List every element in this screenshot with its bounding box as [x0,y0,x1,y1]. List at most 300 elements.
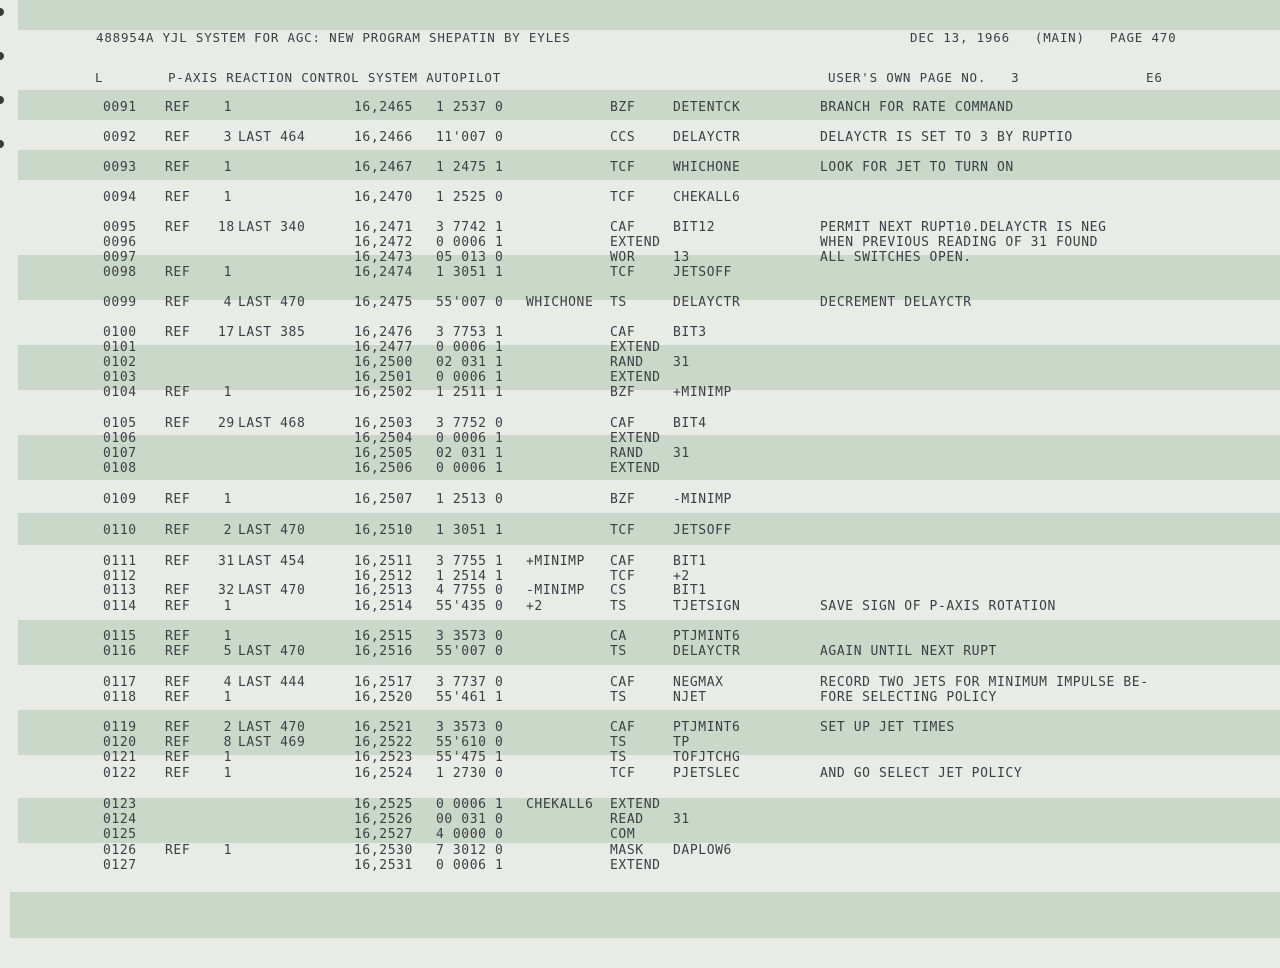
row-ref: REF [165,130,191,145]
row-octal: 0 0006 1 [436,858,504,873]
row-count: 4 [223,295,232,310]
row-op: TS [610,599,627,614]
row-op: EXTEND [610,340,661,355]
row-comment: BRANCH FOR RATE COMMAND [820,100,1014,115]
listing-row [0,235,1280,250]
row-octal: 1 2511 1 [436,385,504,400]
row-addr: 16,2500 [354,355,413,370]
row-operand: TJETSIGN [673,599,741,614]
listing-row [0,629,1280,644]
row-last: LAST 468 [238,416,306,431]
row-operand: +MINIMP [673,385,732,400]
row-octal: 4 7755 0 [436,583,504,598]
row-count: 4 [223,675,232,690]
row-addr: 16,2517 [354,675,413,690]
row-addr: 16,2501 [354,370,413,385]
row-octal: 7 3012 0 [436,843,504,858]
row-ref: REF [165,720,191,735]
row-ref: REF [165,220,191,235]
row-op: CA [610,629,627,644]
row-op: READ [610,812,644,827]
row-op: EXTEND [610,370,661,385]
row-operand: BIT1 [673,554,707,569]
listing-row [0,492,1280,507]
row-octal: 3 7753 1 [436,325,504,340]
row-count: 3 [223,130,232,145]
row-octal: 1 2730 0 [436,766,504,781]
row-line: 0114 [103,599,137,614]
row-count: 32 [218,583,235,598]
row-last: LAST 385 [238,325,306,340]
row-line: 0118 [103,690,137,705]
row-operand: PJETSLEC [673,766,741,781]
row-addr: 16,2521 [354,720,413,735]
row-addr: 16,2505 [354,446,413,461]
row-line: 0093 [103,160,137,175]
row-last: LAST 470 [238,523,306,538]
listing-row [0,250,1280,265]
row-operand: NJET [673,690,707,705]
row-octal: 0 0006 1 [436,461,504,476]
row-addr: 16,2466 [354,130,413,145]
listing-row [0,385,1280,400]
listing-row [0,843,1280,858]
row-line: 0107 [103,446,137,461]
row-op: CAF [610,325,636,340]
row-label: -MINIMP [526,583,585,598]
row-octal: 3 7737 0 [436,675,504,690]
row-operand: +2 [673,569,690,584]
row-count: 18 [218,220,235,235]
user-page-number: USER'S OWN PAGE NO. 3 [828,70,1020,85]
listing-row [0,100,1280,115]
row-op: RAND [610,355,644,370]
row-addr: 16,2522 [354,735,413,750]
row-ref: REF [165,599,191,614]
row-comment: FORE SELECTING POLICY [820,690,997,705]
listing-row [0,569,1280,584]
row-ref: REF [165,160,191,175]
row-comment: WHEN PREVIOUS READING OF 31 FOUND [820,235,1099,250]
row-octal: 00 031 0 [436,812,504,827]
row-addr: 16,2472 [354,235,413,250]
row-operand: 31 [673,446,690,461]
row-addr: 16,2526 [354,812,413,827]
row-line: 0109 [103,492,137,507]
row-line: 0113 [103,583,137,598]
row-count: 8 [223,735,232,750]
row-ref: REF [165,644,191,659]
listing-row [0,523,1280,538]
row-last: LAST 470 [238,720,306,735]
row-addr: 16,2520 [354,690,413,705]
row-op: BZF [610,385,636,400]
listing-row [0,735,1280,750]
row-op: CCS [610,130,636,145]
row-ref: REF [165,100,191,115]
row-last: LAST 469 [238,735,306,750]
row-line: 0125 [103,827,137,842]
row-ref: REF [165,523,191,538]
listing-row [0,858,1280,873]
row-octal: 55'007 0 [436,295,504,310]
row-op: EXTEND [610,431,661,446]
row-addr: 16,2503 [354,416,413,431]
row-ref: REF [165,492,191,507]
row-count: 1 [223,629,232,644]
row-octal: 02 031 1 [436,446,504,461]
row-op: CAF [610,220,636,235]
row-op: EXTEND [610,858,661,873]
row-addr: 16,2527 [354,827,413,842]
row-line: 0098 [103,265,137,280]
row-count: 1 [223,599,232,614]
row-count: 1 [223,690,232,705]
row-addr: 16,2523 [354,750,413,765]
row-ref: REF [165,325,191,340]
listing-row [0,325,1280,340]
row-octal: 55'435 0 [436,599,504,614]
row-label: WHICHONE [526,295,594,310]
listing-row [0,340,1280,355]
row-addr: 16,2531 [354,858,413,873]
l-marker: L [95,70,104,85]
listing-row [0,827,1280,842]
row-operand: DAPLOW6 [673,843,732,858]
listing-row [0,644,1280,659]
row-last: LAST 470 [238,295,306,310]
row-operand: BIT12 [673,220,716,235]
row-line: 0094 [103,190,137,205]
row-label: CHEKALL6 [526,797,594,812]
listing-row [0,812,1280,827]
listing-row [0,583,1280,598]
listing-row [0,446,1280,461]
row-line: 0110 [103,523,137,538]
row-octal: 3 7742 1 [436,220,504,235]
feed-hole-icon [0,52,4,60]
listing-row [0,750,1280,765]
listing-row [0,370,1280,385]
row-ref: REF [165,766,191,781]
row-label: +2 [526,599,543,614]
row-count: 1 [223,750,232,765]
row-comment: RECORD TWO JETS FOR MINIMUM IMPULSE BE- [820,675,1149,690]
row-operand: DETENTCK [673,100,741,115]
row-comment: ALL SWITCHES OPEN. [820,250,972,265]
row-ref: REF [165,750,191,765]
row-operand: JETSOFF [673,265,732,280]
row-line: 0127 [103,858,137,873]
row-op: CAF [610,720,636,735]
row-op: TS [610,690,627,705]
row-octal: 1 2514 1 [436,569,504,584]
row-addr: 16,2525 [354,797,413,812]
row-last: LAST 464 [238,130,306,145]
row-octal: 55'007 0 [436,644,504,659]
row-op: EXTEND [610,235,661,250]
listing-row [0,720,1280,735]
row-addr: 16,2471 [354,220,413,235]
row-op: CAF [610,416,636,431]
row-op: MASK [610,843,644,858]
row-count: 31 [218,554,235,569]
row-addr: 16,2475 [354,295,413,310]
row-addr: 16,2530 [354,843,413,858]
listing-row [0,190,1280,205]
row-addr: 16,2515 [354,629,413,644]
row-addr: 16,2477 [354,340,413,355]
row-ref: REF [165,295,191,310]
row-operand: PTJMINT6 [673,720,741,735]
row-line: 0100 [103,325,137,340]
row-count: 1 [223,100,232,115]
row-octal: 3 7755 1 [436,554,504,569]
row-line: 0101 [103,340,137,355]
row-operand: 31 [673,355,690,370]
row-last: LAST 470 [238,583,306,598]
listing-row [0,690,1280,705]
row-comment: SET UP JET TIMES [820,720,955,735]
row-ref: REF [165,416,191,431]
row-octal: 55'461 1 [436,690,504,705]
row-ref: REF [165,735,191,750]
row-ref: REF [165,554,191,569]
row-op: EXTEND [610,797,661,812]
row-ref: REF [165,265,191,280]
row-line: 0120 [103,735,137,750]
row-addr: 16,2473 [354,250,413,265]
row-line: 0103 [103,370,137,385]
row-operand: CHEKALL6 [673,190,741,205]
row-op: WOR [610,250,636,265]
row-count: 17 [218,325,235,340]
row-line: 0117 [103,675,137,690]
row-octal: 3 7752 0 [436,416,504,431]
row-ref: REF [165,690,191,705]
row-octal: 0 0006 1 [436,431,504,446]
row-count: 2 [223,720,232,735]
row-op: TS [610,295,627,310]
date-page-line: DEC 13, 1966 (MAIN) PAGE 470 [910,30,1177,45]
row-line: 0097 [103,250,137,265]
listing-row [0,295,1280,310]
row-op: CAF [610,675,636,690]
row-addr: 16,2514 [354,599,413,614]
row-op: TCF [610,190,636,205]
row-operand: BIT4 [673,416,707,431]
row-addr: 16,2476 [354,325,413,340]
row-addr: 16,2506 [354,461,413,476]
green-band [10,892,1280,938]
row-octal: 05 013 0 [436,250,504,265]
row-op: TS [610,750,627,765]
row-op: CS [610,583,627,598]
row-addr: 16,2470 [354,190,413,205]
row-op: TCF [610,569,636,584]
row-op: TS [610,644,627,659]
feed-hole-icon [0,8,4,16]
row-addr: 16,2511 [354,554,413,569]
row-ref: REF [165,843,191,858]
row-addr: 16,2510 [354,523,413,538]
row-line: 0092 [103,130,137,145]
row-comment: DELAYCTR IS SET TO 3 BY RUPTIO [820,130,1073,145]
row-op: BZF [610,100,636,115]
row-line: 0119 [103,720,137,735]
row-ref: REF [165,385,191,400]
listing-row [0,220,1280,235]
row-octal: 0 0006 1 [436,370,504,385]
row-octal: 3 3573 0 [436,629,504,644]
row-addr: 16,2465 [354,100,413,115]
row-last: LAST 444 [238,675,306,690]
row-op: TCF [610,265,636,280]
row-line: 0104 [103,385,137,400]
row-count: 2 [223,523,232,538]
row-comment: AND GO SELECT JET POLICY [820,766,1023,781]
row-line: 0124 [103,812,137,827]
row-op: TCF [610,766,636,781]
row-line: 0108 [103,461,137,476]
row-octal: 55'610 0 [436,735,504,750]
row-octal: 1 2537 0 [436,100,504,115]
job-line: 488954A YJL SYSTEM FOR AGC: NEW PROGRAM SHEPATIN BY EYLES [96,30,571,45]
listing-row [0,461,1280,476]
row-line: 0106 [103,431,137,446]
row-last: LAST 340 [238,220,306,235]
row-line: 0112 [103,569,137,584]
row-label: +MINIMP [526,554,585,569]
row-comment: DECREMENT DELAYCTR [820,295,972,310]
row-line: 0096 [103,235,137,250]
row-octal: 0 0006 1 [436,340,504,355]
row-line: 0121 [103,750,137,765]
row-addr: 16,2502 [354,385,413,400]
row-operand: WHICHONE [673,160,741,175]
row-octal: 55'475 1 [436,750,504,765]
listing-row [0,130,1280,145]
row-last: LAST 470 [238,644,306,659]
row-line: 0123 [103,797,137,812]
row-last: LAST 454 [238,554,306,569]
row-octal: 3 3573 0 [436,720,504,735]
row-line: 0105 [103,416,137,431]
row-operand: DELAYCTR [673,295,741,310]
row-addr: 16,2507 [354,492,413,507]
row-op: BZF [610,492,636,507]
page-code: E6 [1146,70,1163,85]
row-operand: JETSOFF [673,523,732,538]
row-line: 0116 [103,644,137,659]
row-op: COM [610,827,636,842]
row-op: TCF [610,160,636,175]
row-operand: -MINIMP [673,492,732,507]
row-octal: 11'007 0 [436,130,504,145]
row-ref: REF [165,629,191,644]
row-line: 0095 [103,220,137,235]
row-operand: BIT3 [673,325,707,340]
row-operand: PTJMINT6 [673,629,741,644]
row-count: 1 [223,160,232,175]
row-line: 0115 [103,629,137,644]
row-ref: REF [165,675,191,690]
row-addr: 16,2512 [354,569,413,584]
listing-row [0,675,1280,690]
row-octal: 02 031 1 [436,355,504,370]
row-comment: SAVE SIGN OF P-AXIS ROTATION [820,599,1056,614]
row-octal: 1 2525 0 [436,190,504,205]
row-addr: 16,2524 [354,766,413,781]
row-octal: 0 0006 1 [436,797,504,812]
row-operand: BIT1 [673,583,707,598]
listing-row [0,160,1280,175]
listing-row [0,599,1280,614]
row-operand: TP [673,735,690,750]
row-line: 0102 [103,355,137,370]
row-line: 0111 [103,554,137,569]
row-count: 1 [223,843,232,858]
row-ref: REF [165,583,191,598]
row-operand: DELAYCTR [673,130,741,145]
row-count: 1 [223,492,232,507]
listing-row [0,355,1280,370]
listing-row [0,554,1280,569]
row-addr: 16,2516 [354,644,413,659]
row-line: 0091 [103,100,137,115]
row-operand: NEGMAX [673,675,724,690]
row-comment: PERMIT NEXT RUPT10.DELAYCTR IS NEG [820,220,1107,235]
row-octal: 1 3051 1 [436,265,504,280]
section-title: P-AXIS REACTION CONTROL SYSTEM AUTOPILOT [168,70,502,85]
row-operand: TOFJTCHG [673,750,741,765]
row-octal: 1 3051 1 [436,523,504,538]
row-operand: DELAYCTR [673,644,741,659]
row-line: 0122 [103,766,137,781]
row-operand: 13 [673,250,690,265]
row-octal: 4 0000 0 [436,827,504,842]
row-count: 1 [223,265,232,280]
row-octal: 1 2475 1 [436,160,504,175]
row-octal: 1 2513 0 [436,492,504,507]
row-count: 1 [223,190,232,205]
row-op: TS [610,735,627,750]
row-addr: 16,2474 [354,265,413,280]
row-octal: 0 0006 1 [436,235,504,250]
row-line: 0099 [103,295,137,310]
row-count: 1 [223,385,232,400]
row-comment: LOOK FOR JET TO TURN ON [820,160,1014,175]
row-ref: REF [165,190,191,205]
row-op: CAF [610,554,636,569]
row-addr: 16,2467 [354,160,413,175]
row-op: EXTEND [610,461,661,476]
listing-row [0,416,1280,431]
row-comment: AGAIN UNTIL NEXT RUPT [820,644,997,659]
listing-row [0,265,1280,280]
row-addr: 16,2504 [354,431,413,446]
row-op: TCF [610,523,636,538]
listing-row [0,431,1280,446]
row-count: 5 [223,644,232,659]
listing-row [0,797,1280,812]
listing-row [0,766,1280,781]
row-addr: 16,2513 [354,583,413,598]
row-count: 1 [223,766,232,781]
row-op: RAND [610,446,644,461]
row-count: 29 [218,416,235,431]
row-line: 0126 [103,843,137,858]
